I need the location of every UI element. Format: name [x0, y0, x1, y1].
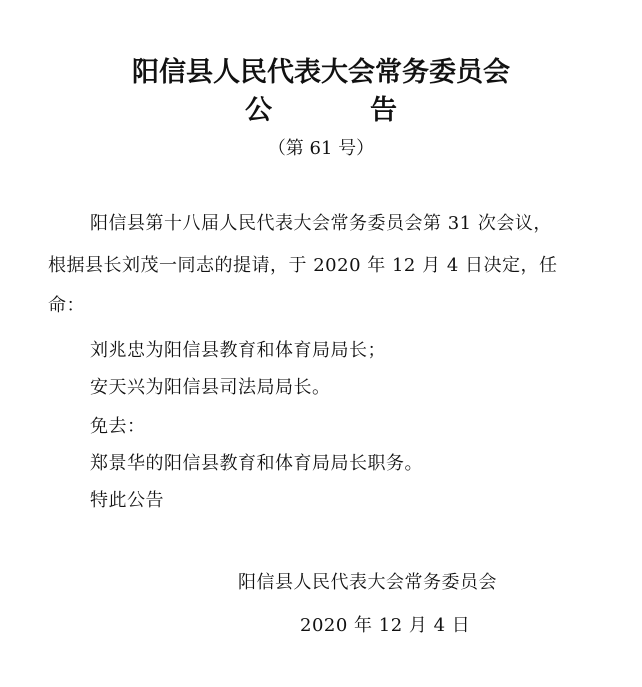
body-paragraph-line-3: 命： — [48, 295, 85, 316]
removal-item-1: 郑景华的阳信县教育和体育局局长职务。 — [90, 453, 423, 474]
document-title: 阳信县人民代表大会常务委员会 — [132, 57, 510, 88]
closing-text: 特此公告 — [90, 490, 164, 511]
appointment-item-2: 安天兴为阳信县司法局局长。 — [90, 377, 331, 398]
removal-heading: 免去： — [90, 416, 146, 437]
issue-date: 2020 年 12 月 4 日 — [300, 615, 471, 636]
signature: 阳信县人民代表大会常务委员会 — [238, 572, 497, 593]
notice-heading — [0, 88, 642, 127]
heading-char-gao: 告 — [370, 95, 397, 126]
body-paragraph-line-2: 根据县长刘茂一同志的提请，于 2020 年 12 月 4 日决定，任 — [48, 255, 558, 276]
heading-char-gong: 公 — [245, 95, 272, 126]
appointment-item-1: 刘兆忠为阳信县教育和体育局局长； — [90, 340, 386, 361]
notice-number: （第 61 号） — [267, 138, 375, 159]
body-paragraph-line-1: 阳信县第十八届人民代表大会常务委员会第 31 次会议， — [90, 213, 552, 234]
